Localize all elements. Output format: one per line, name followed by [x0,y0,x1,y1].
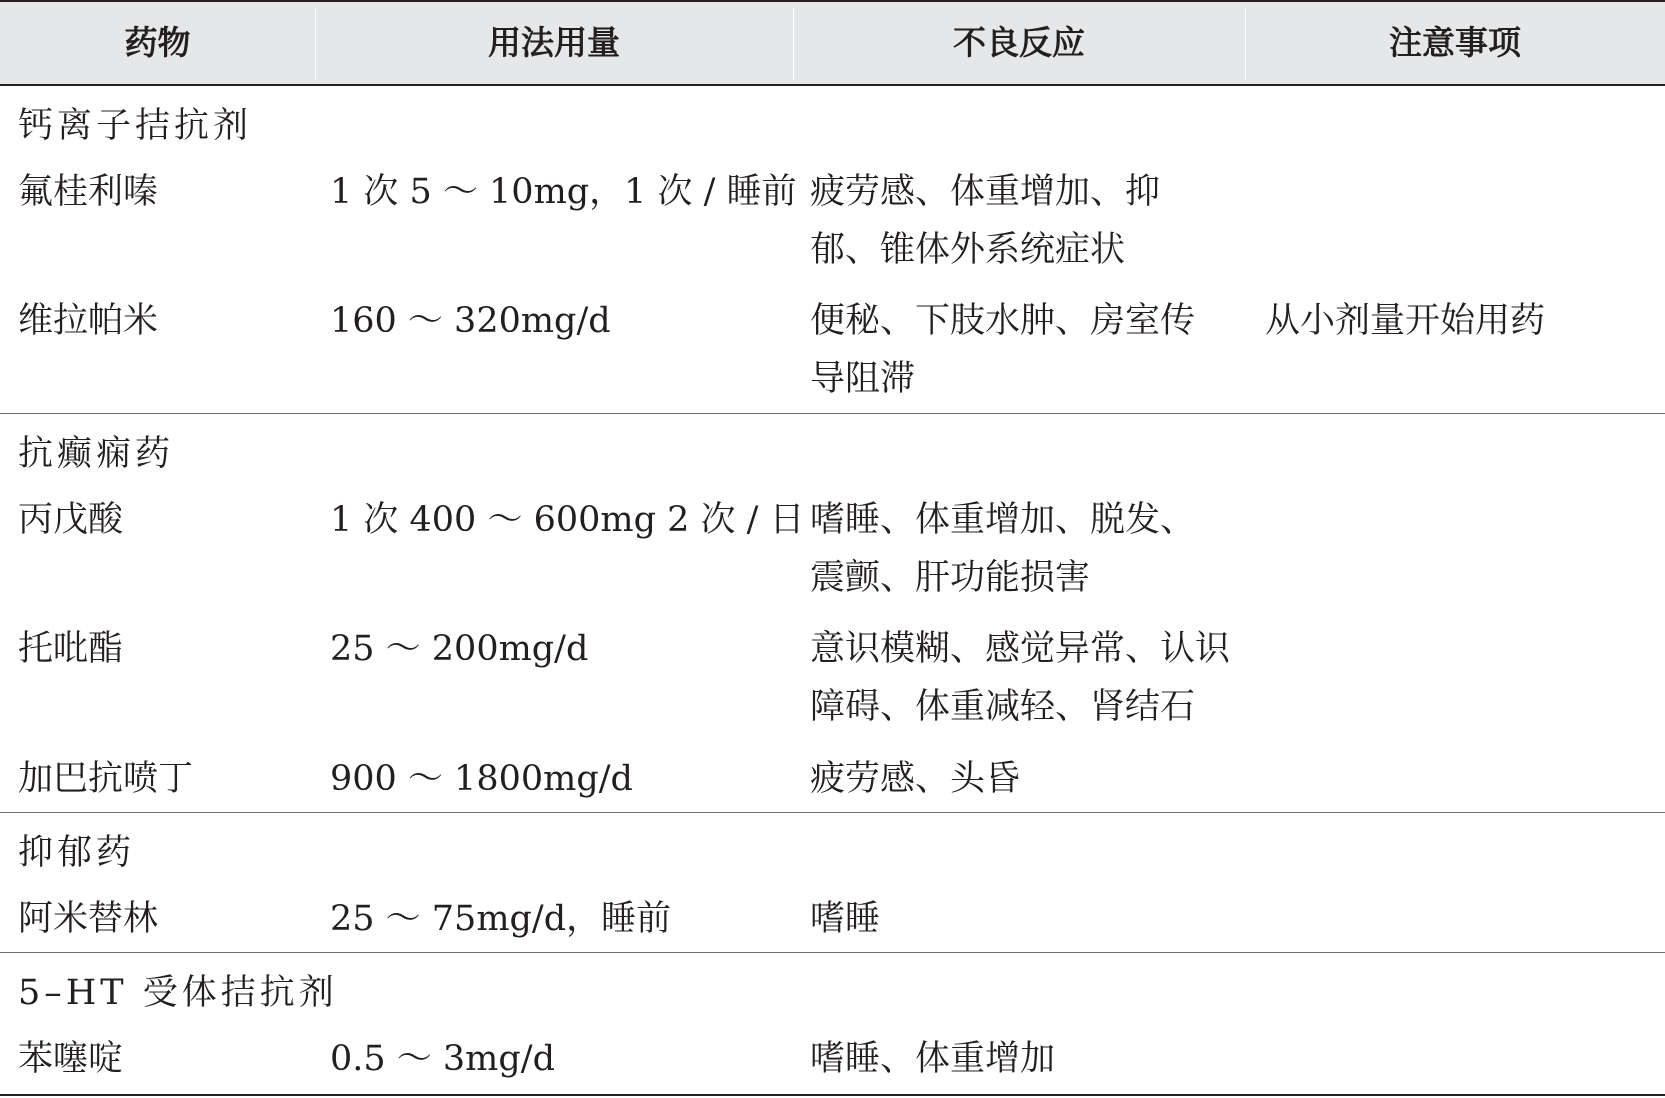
adverse-effects: 嗜睡、体重增加 [810,1039,1056,1079]
dosage: 1 次 400 ～ 600mg 2 次 / 日 [330,500,805,540]
dosage: 25 ～ 200mg/d [330,629,589,669]
header-notes: 注意事项 [1389,23,1521,62]
group-label: 5–HT 受体拮抗剂 [18,973,338,1013]
drug-name: 维拉帕米 [18,301,159,341]
adverse-effects: 嗜睡 [810,899,881,939]
notes: 从小剂量开始用药 [1265,301,1546,341]
dosage: 0.5 ～ 3mg/d [330,1039,555,1079]
header-adverse: 不良反应 [953,23,1085,62]
drug-name: 苯噻啶 [18,1039,124,1079]
drug-name: 托吡酯 [18,629,124,669]
adverse-effects: 疲劳感、头昏 [810,759,1021,799]
table-header [0,0,1665,86]
adverse-effects: 疲劳感、体重增加、抑 郁、锥体外系统症状 [810,172,1161,270]
dosage: 160 ～ 320mg/d [330,301,611,341]
header-drug: 药物 [124,23,191,62]
group-label: 抗癫痫药 [18,434,175,474]
dosage: 1 次 5 ～ 10mg，1 次 / 睡前 [330,172,797,212]
adverse-effects: 嗜睡、体重增加、脱发、 震颤、肝功能损害 [810,500,1196,598]
drug-name: 丙戊酸 [18,500,124,540]
drug-name: 阿米替林 [18,899,159,939]
group-divider [0,812,1665,813]
group-label: 抑郁药 [18,833,136,873]
drug-name: 氟桂利嗪 [18,172,159,212]
group-divider [0,413,1665,414]
dosage: 900 ～ 1800mg/d [330,759,633,799]
drug-name: 加巴抗喷丁 [18,759,194,799]
table-bottom-rule [0,1094,1665,1096]
dosage: 25 ～ 75mg/d，睡前 [330,899,672,939]
group-label: 钙离子拮抗剂 [18,106,253,146]
header-dosage: 用法用量 [488,23,620,62]
adverse-effects: 便秘、下肢水肿、房室传 导阻滞 [810,301,1196,399]
group-divider [0,952,1665,953]
adverse-effects: 意识模糊、感觉异常、认识 障碍、体重减轻、肾结石 [810,629,1231,727]
